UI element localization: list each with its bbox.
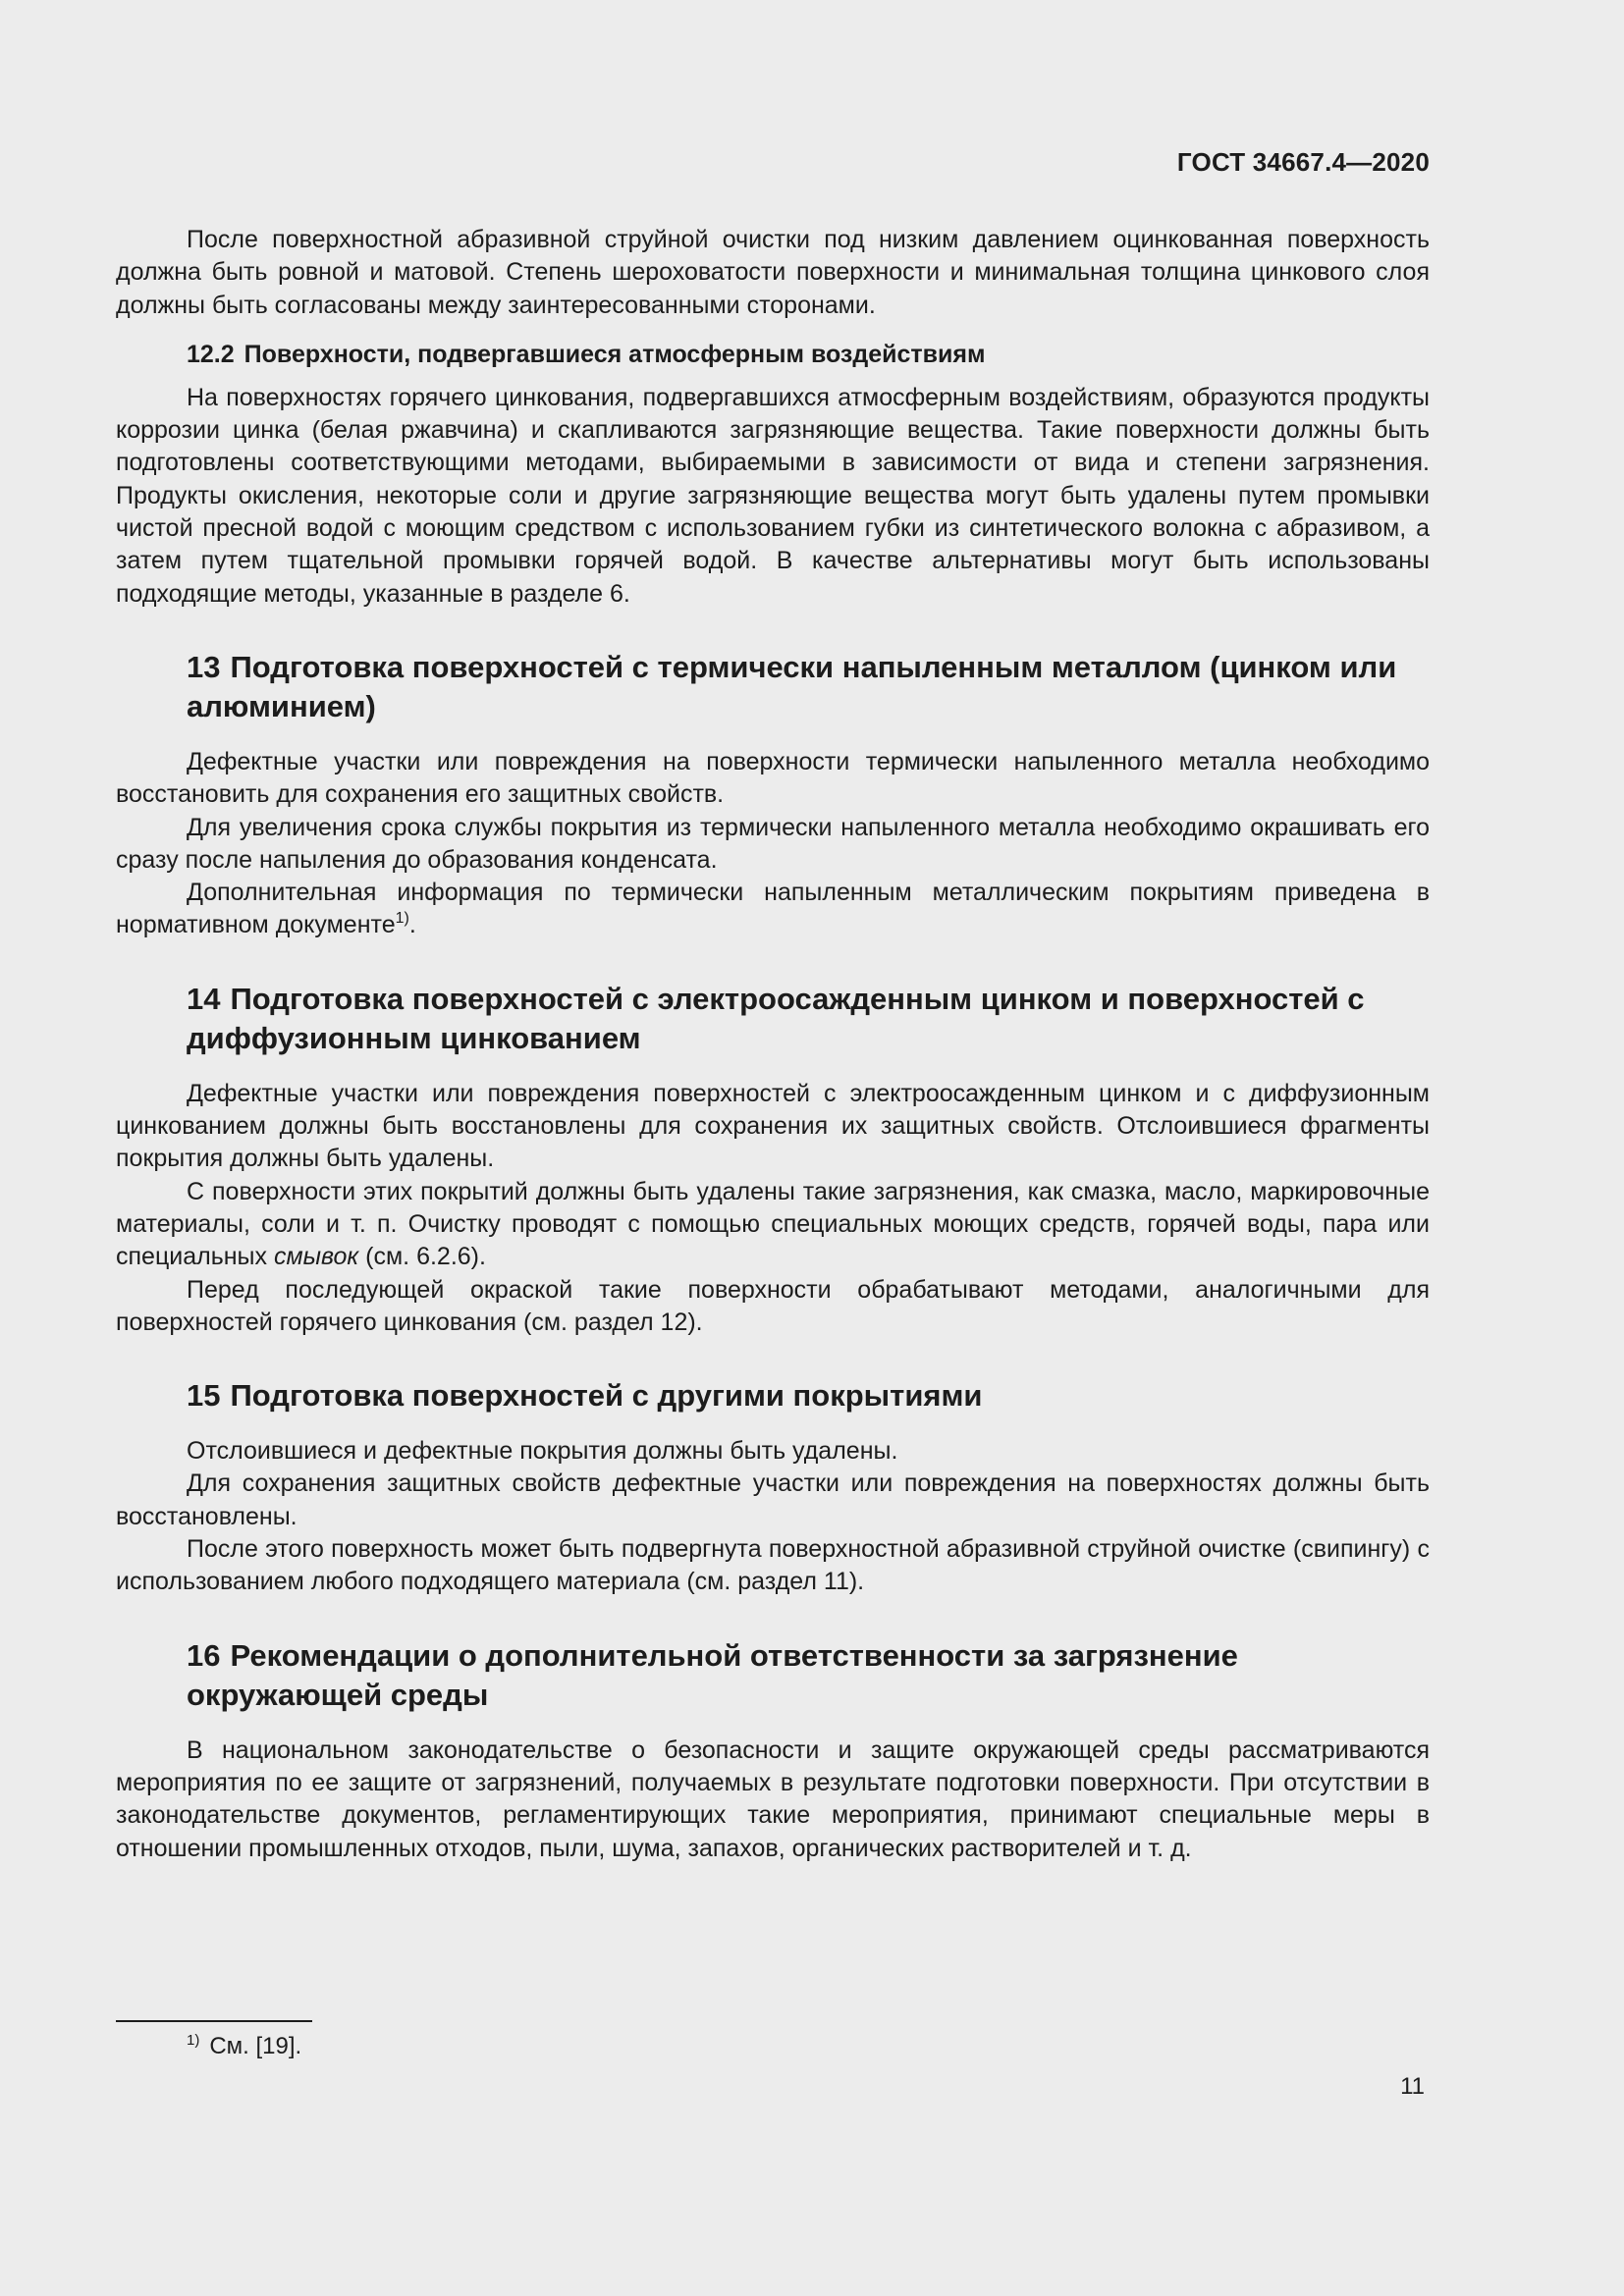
section-heading-15	[187, 1376, 1430, 1415]
paragraph: На поверхностях горячего цинкования, подвергавшихся атмосферным воздействиям, образуются продукты коррозии цинка (белая ржавчина) и скапливаются загрязняющие вещества. Такие поверхности должны быть подготовлены соответствующими методами, выбираемыми в зависимости от вида и степени загрязнения. Продукты окисления, некоторые соли и другие загрязняющие вещества могут быть удалены путем промывки чистой пресной водой с моющим средством с использованием губки из синтетического волокна с абразивом, а затем путем тщательной промывки горячей водой. В качестве альтернативы могут быть использованы подходящие методы, указанные в разделе 6.	[116, 383, 1430, 608]
section-number: 13	[187, 649, 221, 684]
section-title: Подготовка поверхностей с другими покрытиями	[230, 1378, 983, 1414]
section-number: 16	[187, 1637, 221, 1673]
paragraph-end: .	[408, 911, 416, 939]
section-title: Подготовка поверхностей с термически напыленным металлом (цинком или алюминием)	[187, 649, 1397, 723]
paragraph-text: Дополнительная информация по термически напыленным металлическим покрытиям приведена в нормативном документе	[116, 879, 1430, 939]
section-heading-14	[187, 980, 1430, 1058]
footnote	[187, 2032, 301, 2061]
section-heading-16	[187, 1636, 1430, 1715]
section-title: Подготовка поверхностей с электроосажденным цинком и поверхностей с диффузионным цинкованием	[187, 981, 1365, 1055]
paragraph: Дефектные участки или повреждения на поверхности термически напыленного металла необходимо восстановить для сохранения его защитных свойств.	[116, 747, 1430, 809]
italic-term: смывок	[273, 1243, 359, 1271]
subsection-heading-12-2	[187, 339, 1430, 371]
paragraph	[116, 1176, 1430, 1274]
paragraph-text-end: (см. 6.2.6).	[358, 1243, 486, 1271]
paragraph: После поверхностной абразивной струйной очистки под низким давлением оцинкованная поверхность должна быть ровной и матовой. Степень шероховатости поверхности и минимальная толщина цинкового слоя должны быть согласованы между заинтересованными сторонами.	[116, 226, 1430, 319]
paragraph: Для увеличения срока службы покрытия из термически напыленного металла необходимо окрашивать его сразу после напыления до образования конденсата.	[116, 813, 1430, 874]
paragraph-text: С поверхности этих покрытий должны быть удалены такие загрязнения, как смазка, масло, маркировочные материалы, соли и т. п. Очистку проводят с помощью специальных моющих средств, горячей воды, пара или специальных	[116, 1177, 1430, 1271]
footnote-text: См. [19].	[209, 2033, 302, 2059]
paragraph: Для сохранения защитных свойств дефектные участки или повреждения на поверхностях должны быть восстановлены.	[116, 1469, 1430, 1530]
document-id: ГОСТ 34667.4—2020	[1176, 147, 1430, 177]
subsection-number: 12.2	[187, 340, 235, 368]
paragraph: Отслоившиеся и дефектные покрытия должны быть удалены.	[187, 1437, 898, 1466]
document-body	[116, 224, 1430, 1865]
paragraph: В национальном законодательстве о безопасности и защите окружающей среды рассматриваются мероприятия по ее защите от загрязнений, получаемых в результате подготовки поверхности. При отсутствии в законодательстве документов, регламентирующих такие мероприятия, принимают специальные меры в отношении промышленных отходов, пыли, шума, запахов, органических растворителей и т. д.	[116, 1735, 1430, 1862]
paragraph: После этого поверхность может быть подвергнута поверхностной абразивной струйной очистке (свипингу) с использованием любого подходящего материала (см. раздел 11).	[116, 1535, 1430, 1596]
section-number: 14	[187, 981, 221, 1016]
footnote-marker: 1)	[187, 2032, 200, 2049]
footnote-divider	[116, 2020, 312, 2022]
paragraph	[116, 877, 1430, 942]
paragraph: Дефектные участки или повреждения поверхностей с электроосажденным цинком и с диффузионным цинкованием должны быть восстановлены для сохранения их защитных свойств. Отслоившиеся фрагменты покрытия должны быть удалены.	[116, 1079, 1430, 1173]
page-number: 11	[1400, 2073, 1425, 2100]
subsection-title: Поверхности, подвергавшиеся атмосферным воздействиям	[244, 340, 986, 368]
section-title: Рекомендации о дополнительной ответственности за загрязнение окружающей среды	[187, 1637, 1238, 1712]
section-heading-13	[187, 648, 1430, 726]
footnote-reference: 1)	[395, 910, 409, 928]
section-number: 15	[187, 1378, 221, 1414]
paragraph: Перед последующей окраской такие поверхности обрабатывают методами, аналогичными для поверхностей горячего цинкования (см. раздел 12).	[116, 1275, 1430, 1336]
